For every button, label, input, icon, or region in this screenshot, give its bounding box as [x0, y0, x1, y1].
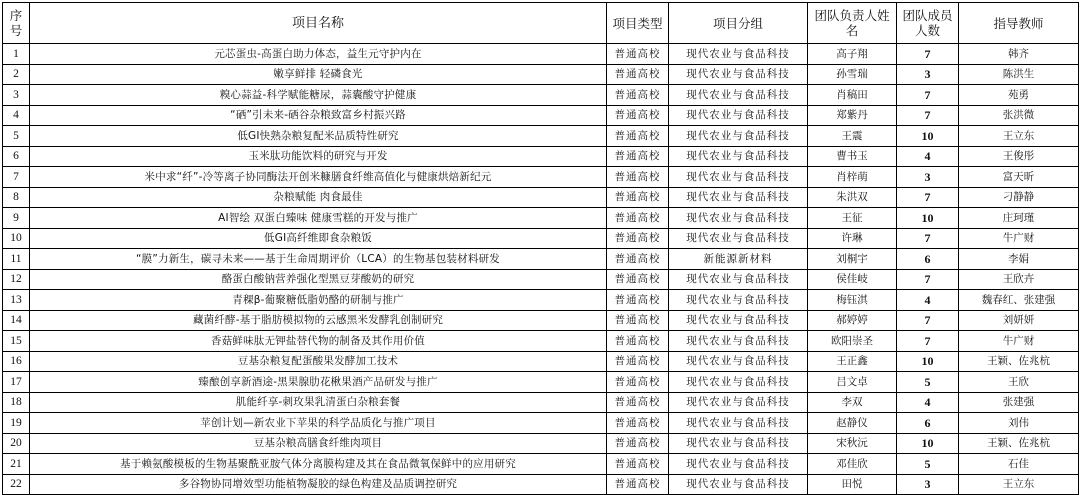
- row-index: 7: [3, 167, 30, 188]
- advisor: 魏春红、张建强: [959, 290, 1079, 311]
- table-row: [3, 269, 1079, 290]
- row-index: 18: [3, 392, 30, 413]
- row-index: 3: [3, 85, 30, 106]
- project-type: 普通高校: [607, 64, 669, 85]
- advisor: 牛广财: [959, 228, 1079, 249]
- team-leader: 王正鑫: [808, 351, 897, 372]
- project-name: 青稞β-葡聚糖低脂奶酪的研制与推广: [30, 290, 607, 311]
- member-count: 4: [897, 290, 959, 311]
- advisor: 刘伟: [959, 413, 1079, 434]
- advisor: 刁静静: [959, 187, 1079, 208]
- member-count: 7: [897, 44, 959, 65]
- project-type: 普通高校: [607, 413, 669, 434]
- advisor: 王俊彤: [959, 146, 1079, 167]
- project-type: 普通高校: [607, 331, 669, 352]
- project-name: 香菇鲜味肽无钾盐替代物的制备及其作用价值: [30, 331, 607, 352]
- team-leader: 曹书玉: [808, 146, 897, 167]
- row-index: 12: [3, 269, 30, 290]
- project-group: 现代农业与食品科技: [669, 269, 808, 290]
- project-name: 多谷物协同增效型功能植物凝胶的绿色构建及品质调控研究: [30, 474, 607, 495]
- advisor: 富天昕: [959, 167, 1079, 188]
- project-name: 低GI快熟杂粮复配米品质特性研究: [30, 126, 607, 147]
- row-index: 15: [3, 331, 30, 352]
- team-leader: 邓佳欣: [808, 454, 897, 475]
- member-count: 3: [897, 167, 959, 188]
- table-row: [3, 392, 1079, 413]
- header-advisor: 指导教师: [959, 3, 1079, 44]
- advisor: 石佳: [959, 454, 1079, 475]
- project-group: 现代农业与食品科技: [669, 126, 808, 147]
- table-row: [3, 413, 1079, 434]
- advisor: 王欣卉: [959, 269, 1079, 290]
- table-row: [3, 146, 1079, 167]
- project-type: 普通高校: [607, 187, 669, 208]
- project-name: 低GI高纤维即食杂粮饭: [30, 228, 607, 249]
- row-index: 13: [3, 290, 30, 311]
- header-project-group: 项目分组: [669, 3, 808, 44]
- project-group: 现代农业与食品科技: [669, 228, 808, 249]
- row-index: 14: [3, 310, 30, 331]
- project-name: 酪蛋白酸钠营养强化型黑豆芽酸奶的研究: [30, 269, 607, 290]
- advisor: 王欣: [959, 372, 1079, 393]
- team-leader: 侯佳岐: [808, 269, 897, 290]
- row-index: 9: [3, 208, 30, 229]
- project-group: 现代农业与食品科技: [669, 331, 808, 352]
- project-name: 糗心蒜益-科学赋能糖尿，蒜囊酸守护健康: [30, 85, 607, 106]
- row-index: 21: [3, 454, 30, 475]
- member-count: 10: [897, 351, 959, 372]
- project-group: 现代农业与食品科技: [669, 351, 808, 372]
- project-type: 普通高校: [607, 290, 669, 311]
- team-leader: 梅钰淇: [808, 290, 897, 311]
- member-count: 10: [897, 433, 959, 454]
- member-count: 7: [897, 105, 959, 126]
- project-group: 现代农业与食品科技: [669, 105, 808, 126]
- project-type: 普通高校: [607, 249, 669, 270]
- member-count: 7: [897, 310, 959, 331]
- project-type: 普通高校: [607, 44, 669, 65]
- table-row: [3, 290, 1079, 311]
- team-leader: 欧阳崇圣: [808, 331, 897, 352]
- member-count: 6: [897, 249, 959, 270]
- member-count: 3: [897, 474, 959, 495]
- project-group: 新能源新材料: [669, 249, 808, 270]
- table-row: [3, 454, 1079, 475]
- project-type: 普通高校: [607, 85, 669, 106]
- project-type: 普通高校: [607, 474, 669, 495]
- table-row: [3, 249, 1079, 270]
- row-index: 20: [3, 433, 30, 454]
- team-leader: 王震: [808, 126, 897, 147]
- project-type: 普通高校: [607, 105, 669, 126]
- team-leader: 孙雪瑞: [808, 64, 897, 85]
- row-index: 17: [3, 372, 30, 393]
- advisor: 庄珂瑾: [959, 208, 1079, 229]
- advisor: 张建强: [959, 392, 1079, 413]
- project-name: 玉米肽功能饮料的研究与开发: [30, 146, 607, 167]
- table-row: [3, 64, 1079, 85]
- advisor: 王颖、佐兆杭: [959, 351, 1079, 372]
- table-row: [3, 433, 1079, 454]
- project-name: 肌能纤享-刺玫果乳清蛋白杂粮套餐: [30, 392, 607, 413]
- project-type: 普通高校: [607, 392, 669, 413]
- project-group: 现代农业与食品科技: [669, 392, 808, 413]
- project-type: 普通高校: [607, 269, 669, 290]
- member-count: 7: [897, 331, 959, 352]
- project-type: 普通高校: [607, 310, 669, 331]
- project-group: 现代农业与食品科技: [669, 413, 808, 434]
- project-group: 现代农业与食品科技: [669, 433, 808, 454]
- header-team-leader: 团队负责人姓名: [808, 3, 897, 44]
- table-row: [3, 331, 1079, 352]
- project-group: 现代农业与食品科技: [669, 208, 808, 229]
- row-index: 4: [3, 105, 30, 126]
- member-count: 7: [897, 85, 959, 106]
- row-index: 1: [3, 44, 30, 65]
- member-count: 5: [897, 454, 959, 475]
- header-project-name: 项目名称: [30, 3, 607, 44]
- advisor: 陈洪生: [959, 64, 1079, 85]
- team-leader: 吕文卓: [808, 372, 897, 393]
- project-type: 普通高校: [607, 208, 669, 229]
- table-row: [3, 167, 1079, 188]
- project-group: 现代农业与食品科技: [669, 474, 808, 495]
- team-leader: 许琳: [808, 228, 897, 249]
- team-leader: 李双: [808, 392, 897, 413]
- team-leader: 田悦: [808, 474, 897, 495]
- project-group: 现代农业与食品科技: [669, 167, 808, 188]
- advisor: 李娟: [959, 249, 1079, 270]
- row-index: 22: [3, 474, 30, 495]
- project-name: “膜”力新生，碳寻未来——基于生命周期评价（LCA）的生物基包装材料研发: [30, 249, 607, 270]
- table-header: [3, 3, 1079, 44]
- header-member-count: 团队成员人数: [897, 3, 959, 44]
- row-index: 19: [3, 413, 30, 434]
- header-index: 序号: [3, 3, 30, 44]
- project-type: 普通高校: [607, 167, 669, 188]
- project-type: 普通高校: [607, 433, 669, 454]
- team-leader: 王征: [808, 208, 897, 229]
- project-name: 杂粮赋能 肉食最佳: [30, 187, 607, 208]
- project-group: 现代农业与食品科技: [669, 64, 808, 85]
- member-count: 4: [897, 392, 959, 413]
- project-name: 元芯蛋虫-高蛋白助力体态，益生元守护内在: [30, 44, 607, 65]
- team-leader: 朱洪双: [808, 187, 897, 208]
- member-count: 5: [897, 372, 959, 393]
- table-body: [3, 44, 1079, 495]
- team-leader: 刘桐宇: [808, 249, 897, 270]
- project-table: [2, 2, 1079, 495]
- project-group: 现代农业与食品科技: [669, 146, 808, 167]
- project-group: 现代农业与食品科技: [669, 44, 808, 65]
- table-row: [3, 310, 1079, 331]
- member-count: 4: [897, 146, 959, 167]
- table-row: [3, 44, 1079, 65]
- project-name: “硒”引未来-硒谷杂粮致富乡村振兴路: [30, 105, 607, 126]
- team-leader: 赵静仪: [808, 413, 897, 434]
- team-leader: 郑紫丹: [808, 105, 897, 126]
- advisor: 王颖、佐兆杭: [959, 433, 1079, 454]
- table-row: [3, 105, 1079, 126]
- advisor: 苑勇: [959, 85, 1079, 106]
- header-project-type: 项目类型: [607, 3, 669, 44]
- member-count: 7: [897, 269, 959, 290]
- project-group: 现代农业与食品科技: [669, 85, 808, 106]
- project-group: 现代农业与食品科技: [669, 310, 808, 331]
- team-leader: 高子翔: [808, 44, 897, 65]
- project-name: AI智绘 双蛋白臻味 健康雪糕的开发与推广: [30, 208, 607, 229]
- member-count: 3: [897, 64, 959, 85]
- project-type: 普通高校: [607, 228, 669, 249]
- member-count: 7: [897, 187, 959, 208]
- team-leader: 肖稿田: [808, 85, 897, 106]
- member-count: 10: [897, 208, 959, 229]
- advisor: 韩齐: [959, 44, 1079, 65]
- project-type: 普通高校: [607, 454, 669, 475]
- table-row: [3, 351, 1079, 372]
- project-name: 豆基杂粮复配蛋酸果发酵加工技术: [30, 351, 607, 372]
- table-row: [3, 372, 1079, 393]
- row-index: 16: [3, 351, 30, 372]
- project-group: 现代农业与食品科技: [669, 290, 808, 311]
- project-name: 臻酿创享新酒途-黑果腺肋花楸果酒产品研发与推广: [30, 372, 607, 393]
- header-row: [3, 3, 1079, 44]
- table-row: [3, 208, 1079, 229]
- project-group: 现代农业与食品科技: [669, 187, 808, 208]
- project-name: 米中求“纤”-冷等离子协同酶法开创米糠膳食纤维高值化与健康烘焙新纪元: [30, 167, 607, 188]
- team-leader: 郝婷婷: [808, 310, 897, 331]
- table-row: [3, 187, 1079, 208]
- team-leader: 宋秋沅: [808, 433, 897, 454]
- row-index: 5: [3, 126, 30, 147]
- row-index: 6: [3, 146, 30, 167]
- advisor: 王立东: [959, 126, 1079, 147]
- project-type: 普通高校: [607, 146, 669, 167]
- project-name: 嫩享鲜排 轻磷食光: [30, 64, 607, 85]
- project-group: 现代农业与食品科技: [669, 454, 808, 475]
- project-type: 普通高校: [607, 126, 669, 147]
- row-index: 8: [3, 187, 30, 208]
- project-name: 豆基杂粮高膳食纤维肉项目: [30, 433, 607, 454]
- member-count: 10: [897, 126, 959, 147]
- advisor: 王立东: [959, 474, 1079, 495]
- project-group: 现代农业与食品科技: [669, 372, 808, 393]
- advisor: 刘妍妍: [959, 310, 1079, 331]
- table-row: [3, 474, 1079, 495]
- row-index: 11: [3, 249, 30, 270]
- member-count: 7: [897, 228, 959, 249]
- table-row: [3, 126, 1079, 147]
- project-name: 基于赖氨酸模板的生物基聚酰亚胺气体分离膜构建及其在食品微氧保鲜中的应用研究: [30, 454, 607, 475]
- project-name: 苹创计划—新农业下苹果的科学品质化与推广项目: [30, 413, 607, 434]
- advisor: 牛广财: [959, 331, 1079, 352]
- member-count: 6: [897, 413, 959, 434]
- row-index: 2: [3, 64, 30, 85]
- project-type: 普通高校: [607, 351, 669, 372]
- team-leader: 肖梓萌: [808, 167, 897, 188]
- table-row: [3, 228, 1079, 249]
- project-type: 普通高校: [607, 372, 669, 393]
- table-row: [3, 85, 1079, 106]
- advisor: 张洪微: [959, 105, 1079, 126]
- row-index: 10: [3, 228, 30, 249]
- project-name: 藏菌纤酵-基于脂肪模拟物的云感黑米发酵乳创制研究: [30, 310, 607, 331]
